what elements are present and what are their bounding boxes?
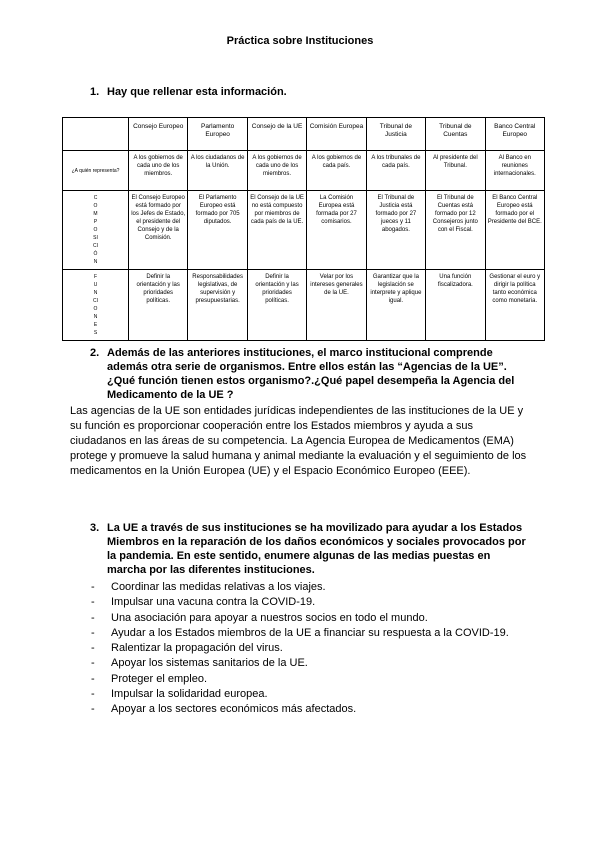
table-cell: La Comisión Europea está formada por 27 comisarios.: [307, 191, 366, 270]
table-cell: Una función fiscalizadora.: [426, 270, 485, 341]
table-cell: El Parlamento Europeo está formado por 705 diputados.: [188, 191, 247, 270]
header-consejo-europeo: Consejo Europeo: [129, 118, 188, 151]
question-2-text: Además de las anteriores instituciones, el marco institucional comprende además otra serie de organismos. Entre ellos están las “Agencias de la UE”. ¿Qué función tienen estos organismo?.¿Qué papel desempeña la Agencia del Medicamento de la UE ?: [107, 347, 515, 401]
question-3-text: La UE a través de sus instituciones se ha movilizado para ayudar a los Estados Miembros en la reparación de los daños económicos y sociales provocados por la pandemia. En este sentido, enumere algunas de las medias puestas en marcha por las diferentes instituciones.: [107, 522, 526, 576]
table-cell: A los ciudadanos de la Unión.: [188, 151, 247, 191]
question-3-number: 3.: [90, 522, 100, 534]
table-cell: Definir la orientación y las prioridades políticas.: [129, 270, 188, 341]
list-item: - Apoyar los sistemas sanitarios de la UE.: [91, 656, 509, 671]
table-cell: Garantizar que la legislación se interprete y aplique igual.: [366, 270, 425, 341]
list-item: - Impulsar una vacuna contra la COVID-19.: [91, 595, 509, 610]
row-label-composicion: [63, 191, 129, 270]
header-tribunal-cuentas: Tribunal de Cuentas: [426, 118, 485, 151]
header-comision-europea: Comisión Europea: [307, 118, 366, 151]
table-row-composicion: [63, 191, 545, 270]
header-tribunal-justicia: Tribunal de Justicia: [366, 118, 425, 151]
header-parlamento-europeo: Parlamento Europeo: [188, 118, 247, 151]
institutions-table: [62, 117, 545, 341]
table-cell: Gestionar el euro y dirigir la política tanto económica como monetaria.: [485, 270, 544, 341]
list-item: - Proteger el empleo.: [91, 672, 509, 687]
table-cell: El Banco Central Europeo está formado por el Presidente del BCE.: [485, 191, 544, 270]
table-corner-cell: [63, 118, 129, 151]
question-1-number: 1.: [90, 86, 100, 98]
table-cell: A los gobiernos de cada uno de los miembros.: [129, 151, 188, 191]
list-item: - Ayudar a los Estados miembros de la UE a financiar su respuesta a la COVID-19.: [91, 626, 509, 641]
list-item: - Ralentizar la propagación del virus.: [91, 641, 509, 656]
table-cell: El Consejo Europeo está formado por los Jefes de Estado, el presidente del Consejo y de la Comisión.: [129, 191, 188, 270]
table-header-row: [63, 118, 545, 151]
list-item: - Impulsar la solidaridad europea.: [91, 687, 509, 702]
vertical-label: COMPOSICIÓN: [93, 195, 98, 265]
table-cell: A los tribunales de cada país.: [366, 151, 425, 191]
question-1: [90, 86, 287, 98]
table-cell: Velar por los intereses generales de la UE.: [307, 270, 366, 341]
question-3: [90, 521, 527, 577]
table-cell: Al Banco en reuniones internacionales.: [485, 151, 544, 191]
header-banco-central: Banco Central Europeo: [485, 118, 544, 151]
list-item: - Apoyar a los sectores económicos más afectados.: [91, 702, 509, 717]
question-2: [90, 346, 527, 402]
list-item: - Una asociación para apoyar a nuestros socios en todo el mundo.: [91, 611, 509, 626]
table-cell: Responsabilidades legislativas, de supervisión y presupuestarias.: [188, 270, 247, 341]
table-row-funciones: [63, 270, 545, 341]
question-2-answer: Las agencias de la UE son entidades jurídicas independientes de las instituciones de la UE y su función es proporcionar cooperación entre los Estados miembros y ayuda a sus ciudadanos en las áreas de su competencia. La Agencia Europea de Medicamentos (EMA) protege y promueve la salud humana y animal mediante la evaluación y el seguimiento de los medicamentos en la Unión Europea (UE) y el Espacio Económico Europeo (EEE).: [70, 405, 527, 477]
row-label-funciones: [63, 270, 129, 341]
list-item: - Coordinar las medidas relativas a los viajes.: [91, 580, 509, 595]
table-row-representa: [63, 151, 545, 191]
question-1-text: Hay que rellenar esta información.: [107, 86, 287, 98]
table-cell: Al presidente del Tribunal.: [426, 151, 485, 191]
row-label-representa: ¿A quién representa?: [63, 151, 129, 191]
table-cell: El Tribunal de Cuentas está formado por 12 Consejeros junto con el Fiscal.: [426, 191, 485, 270]
table-cell: El Tribunal de Justicia está formado por 27 jueces y 11 abogados.: [366, 191, 425, 270]
page-title: Práctica sobre Instituciones: [226, 35, 374, 47]
question-2-number: 2.: [90, 347, 100, 359]
measures-list: [91, 580, 509, 718]
table-cell: El Consejo de la UE no está compuesto por miembros de cada país de la UE.: [247, 191, 306, 270]
table-cell: A los gobiernos de cada país.: [307, 151, 366, 191]
header-consejo-ue: Consejo de la UE: [247, 118, 306, 151]
table-cell: A los gobiernos de cada uno de los miembros.: [247, 151, 306, 191]
vertical-label: FUNCIONES: [93, 274, 98, 336]
table-cell: Definir la orientación y las prioridades políticas.: [247, 270, 306, 341]
